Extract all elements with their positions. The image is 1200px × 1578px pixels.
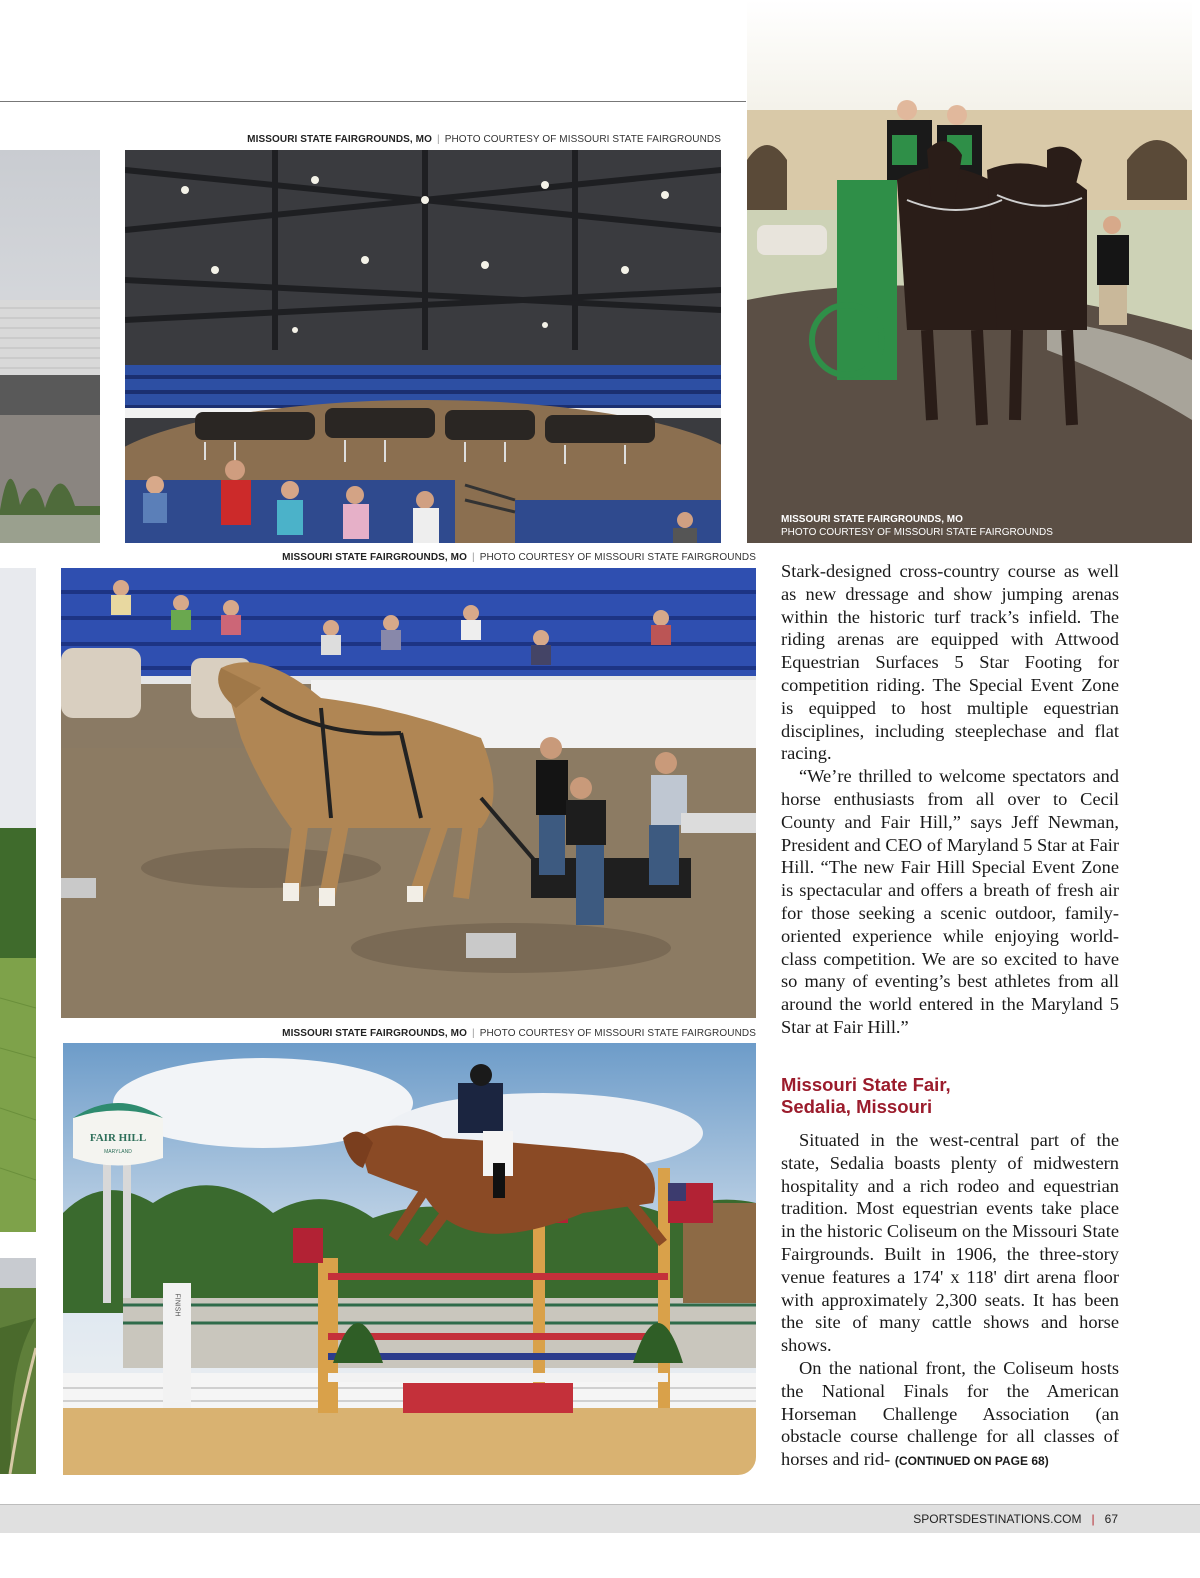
article-paragraph-1: Stark-designed cross-country course as well as new dressage and show jumping arenas within the historic turf track’s infield. The riding arenas are equipped with Attwood Equestrian Surfaces 5 Star Footing for competition riding. The Special Event Zone is equipped to host multiple equestrian disciplines, including steeplechase and flat racing. bbox=[781, 561, 1119, 764]
footer-site[interactable]: SPORTSDESTINATIONS.COM bbox=[913, 1512, 1082, 1526]
section-heading bbox=[781, 1074, 1119, 1118]
article-paragraph-2: “We’re thrilled to welcome spectators and horse enthusiasts from all over to Cecil County and Fair Hill,” says Jeff Newman, President and CEO of Maryland 5 Star at Fair Hill. “The new Fair Hill Special Event Zone is spectacular and offers a breath of fresh air for those seeking a scenic outdoor, family-oriented experience while enjoying world-class competition. We are so excited to have so many of eventing’s best athletes from all around the world entered in the Maryland 5 Star at Fair Hill.” bbox=[781, 766, 1119, 1037]
footer-separator: | bbox=[1091, 1512, 1095, 1526]
photo1-caption-location: MISSOURI STATE FAIRGROUNDS, MO bbox=[247, 134, 432, 145]
page-number: 67 bbox=[1104, 1512, 1118, 1526]
photo3-caption-location: MISSOURI STATE FAIRGROUNDS, MO bbox=[282, 1028, 467, 1039]
section-heading-line1: Missouri State Fair, bbox=[781, 1074, 951, 1095]
article-column bbox=[781, 560, 1119, 1039]
continued-note: (CONTINUED ON PAGE 68) bbox=[894, 1454, 1049, 1469]
article-paragraph-3: Situated in the west-central part of the state, Sedalia boasts plenty of midwestern hospitality and a rich rodeo and equestrian tradition. Most equestrian events take place in the historic Coliseum on the Missouri State Fairgrounds. Built in 1906, the three-story venue features a 174' x 118' dirt arena floor with approximately 2,300 seats. It has been the site of many cattle shows and horse shows. bbox=[781, 1130, 1119, 1356]
section-heading-line2: Sedalia, Missouri bbox=[781, 1096, 933, 1117]
caption-separator: | bbox=[437, 134, 440, 145]
article-paragraph-4-text: On the national front, the Coliseum hosts the National Finals for the American Horseman Challenge Association (an obstacle course challenge for all classes of horses and rid- bbox=[781, 1357, 1119, 1470]
overlay-caption-credit: PHOTO COURTESY OF MISSOURI STATE FAIRGROUNDS bbox=[781, 527, 1053, 538]
photo-horse-pull bbox=[61, 568, 756, 1018]
photo2-caption bbox=[282, 552, 756, 563]
photo1-caption bbox=[247, 134, 721, 145]
photo-four-horse-hitch bbox=[747, 0, 1192, 543]
finish-post-text: FINISH bbox=[173, 1293, 181, 1317]
caption-separator: | bbox=[472, 552, 475, 563]
article-column-section bbox=[781, 1129, 1119, 1473]
footer bbox=[913, 1512, 1118, 1526]
left-strip-field-photo bbox=[0, 568, 36, 1232]
top-rule bbox=[0, 101, 746, 102]
photo1-caption-credit: PHOTO COURTESY OF MISSOURI STATE FAIRGROUNDS bbox=[444, 134, 721, 145]
overlay-caption-location: MISSOURI STATE FAIRGROUNDS, MO bbox=[781, 514, 963, 525]
left-strip-aerial-photo bbox=[0, 1258, 36, 1474]
water-tower-text: FAIR HILL bbox=[89, 1132, 147, 1144]
left-strip-building-photo bbox=[0, 150, 100, 543]
water-tower-subtext: MARYLAND bbox=[104, 1149, 132, 1155]
photo-show-jumper bbox=[63, 1043, 756, 1475]
photo2-caption-credit: PHOTO COURTESY OF MISSOURI STATE FAIRGROUNDS bbox=[479, 552, 756, 563]
overlay-caption bbox=[781, 513, 1053, 539]
photo3-caption-credit: PHOTO COURTESY OF MISSOURI STATE FAIRGROUNDS bbox=[479, 1028, 756, 1039]
photo3-caption bbox=[282, 1028, 756, 1039]
photo2-caption-location: MISSOURI STATE FAIRGROUNDS, MO bbox=[282, 552, 467, 563]
caption-separator: | bbox=[472, 1028, 475, 1039]
photo-arena-draft-teams bbox=[125, 150, 721, 543]
article-paragraph-4 bbox=[781, 1357, 1119, 1473]
